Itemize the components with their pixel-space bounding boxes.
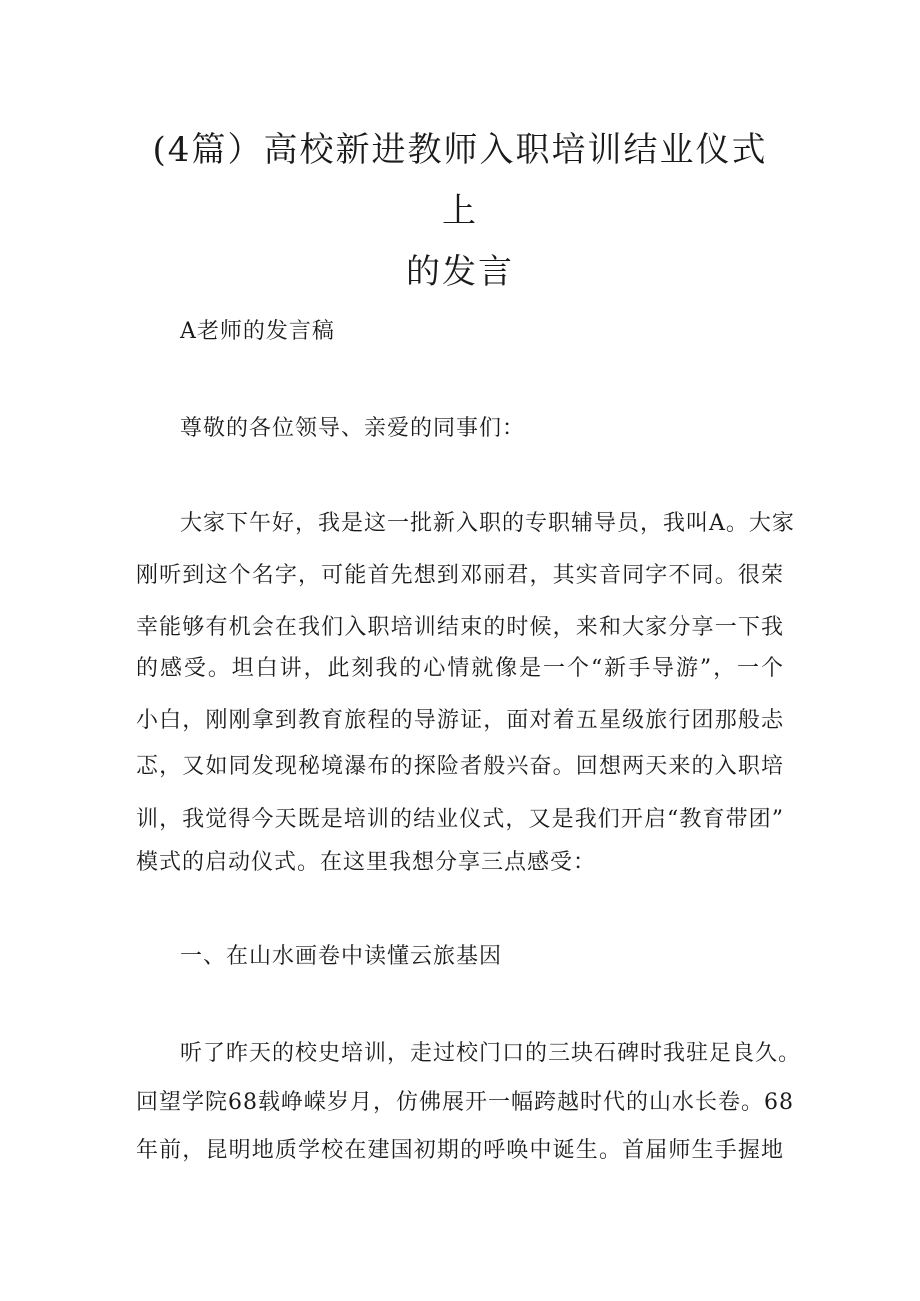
- paragraph-line: 小白，刚刚拿到教育旅程的导游证，面对着五星级旅行团那般忐: [136, 708, 784, 733]
- paragraph-line: 幸能够有机会在我们入职培训结束的时候，来和大家分享一下我: [136, 615, 784, 640]
- paragraph-line: 训，我觉得今天既是培训的结业仪式，又是我们开启“教育带团”: [136, 807, 784, 832]
- document-title: [136, 120, 784, 303]
- salutation: 尊敬的各位领导、亲爱的同事们：: [180, 416, 526, 441]
- paragraph-line: 听了昨天的校史培训，走过校门口的三块石碑时我驻足良久。: [180, 1041, 802, 1066]
- paragraph-line: 模式的启动仪式。在这里我想分享三点感受：: [136, 850, 597, 875]
- paragraph-line: 年前，昆明地质学校在建国初期的呼唤中诞生。首届师生手握地: [136, 1138, 784, 1163]
- title-line-2: 的发言: [406, 252, 514, 292]
- paragraph-line: 刚听到这个名字，可能首先想到邓丽君，其实音同字不同。很荣: [136, 563, 784, 588]
- section-heading: 一、在山水画卷中读懂云旅基因: [180, 944, 503, 969]
- paragraph-line: 回望学院68载峥嵘岁月，仿佛展开一幅跨越时代的山水长卷。68: [136, 1090, 794, 1115]
- paragraph-line: 的感受。坦白讲，此刻我的心情就像是一个“新手导游”，一个: [136, 656, 784, 681]
- subheading: A老师的发言稿: [180, 319, 335, 344]
- title-line-1: (4篇）高校新进教师入职培训结业仪式上: [152, 130, 768, 231]
- paragraph-line: 忑，又如同发现秘境瀑布的探险者般兴奋。回想两天来的入职培: [136, 754, 784, 779]
- paragraph-line: 大家下午好，我是这一批新入职的专职辅导员，我叫A。大家: [180, 511, 795, 536]
